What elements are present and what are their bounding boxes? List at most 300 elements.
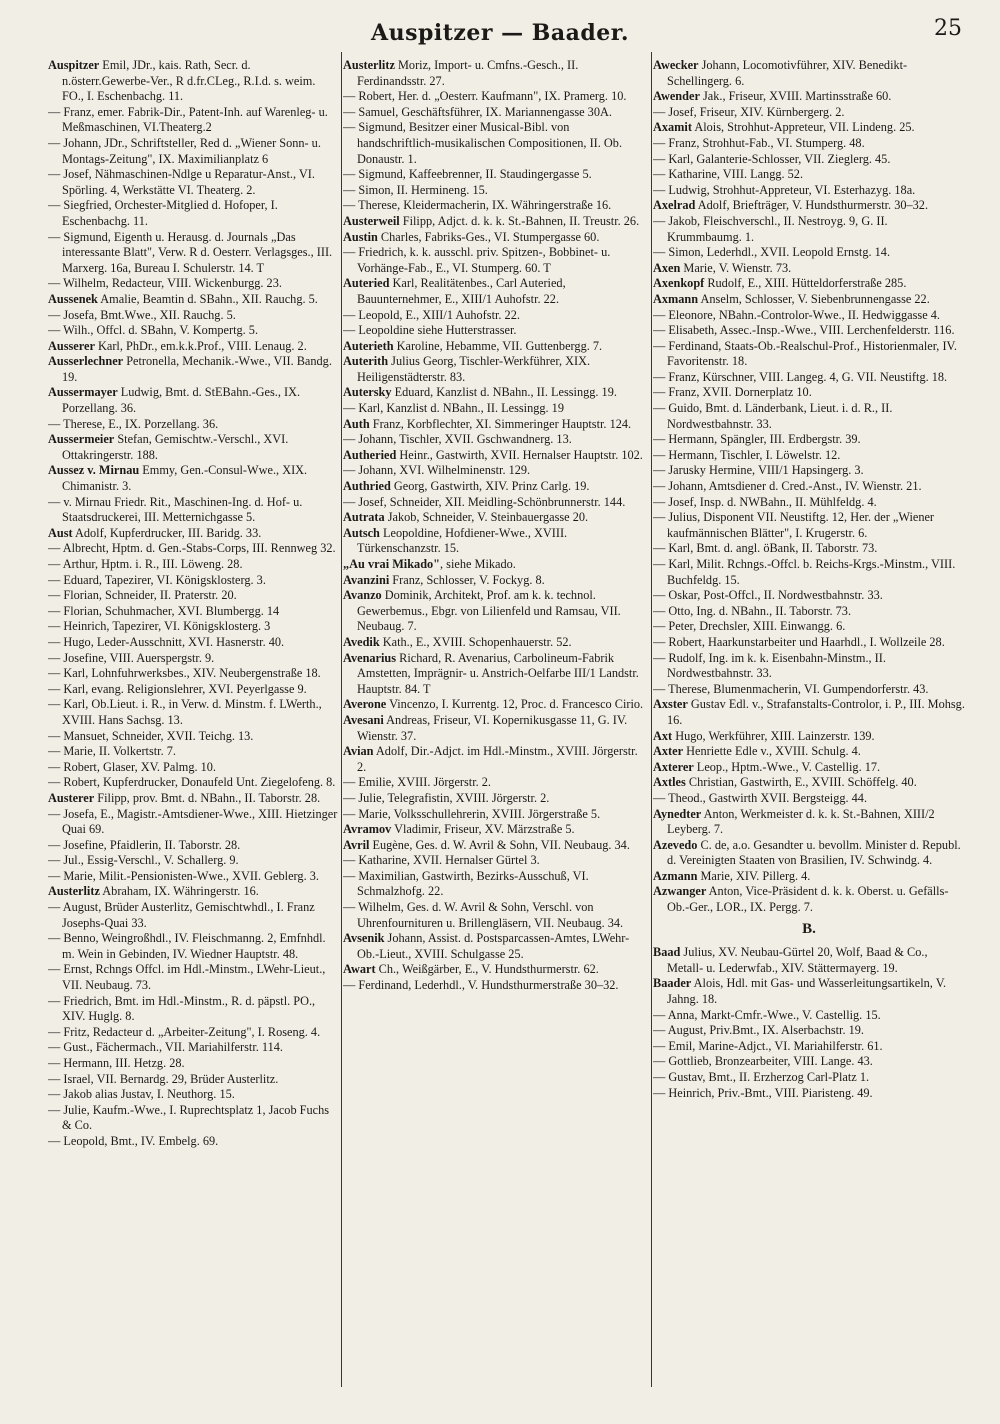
directory-entry bbox=[653, 1008, 965, 1024]
entry-details: — Johann, Tischler, XVII. Gschwandnerg. 13. bbox=[343, 432, 572, 447]
entry-surname: Awender bbox=[653, 89, 700, 104]
entry-details: — August, Brüder Austerlitz, Gemischtwhdl., I. Franz Josephs-Quai 33. bbox=[48, 900, 315, 930]
column-divider bbox=[651, 52, 652, 1387]
entry-details: — Franz, Strohhut-Fab., VI. Stumperg. 48. bbox=[653, 135, 865, 150]
entry-details: — Karl, Milit. Rchngs.-Offcl. b. Reichs-Krgs.-Minstm., VIII. Buchfeldg. 15. bbox=[653, 557, 956, 587]
entry-details: — Wilhelm, Ges. d. W. Avril & Sohn, Verschl. von Uhrenfournituren u. Brillengläsern, VII. Neubaug. 34. bbox=[343, 900, 624, 930]
directory-entry bbox=[343, 354, 649, 385]
directory-entry bbox=[653, 105, 965, 121]
directory-entry bbox=[653, 339, 965, 370]
directory-entry bbox=[653, 884, 965, 915]
directory-entry bbox=[48, 744, 340, 760]
entry-details: Eduard, Kanzlist d. NBahn., II. Lessingg. 19. bbox=[391, 385, 617, 400]
entry-details: Stefan, Gemischtw.-Verschl., XVI. Ottakringerstr. 188. bbox=[62, 432, 289, 462]
directory-entry bbox=[48, 230, 340, 277]
entry-surname: Axmann bbox=[653, 291, 699, 306]
entry-surname: Avramov bbox=[343, 822, 392, 837]
directory-entry bbox=[48, 292, 340, 308]
directory-entry bbox=[48, 58, 340, 105]
entry-details: Adolf, Dir.-Adjct. im Hdl.-Minstm., XVIII. Jörgerstr. 2. bbox=[357, 744, 638, 774]
directory-entry bbox=[343, 869, 649, 900]
directory-entry bbox=[48, 323, 340, 339]
entry-details: Franz, Schlosser, V. Fockyg. 8. bbox=[389, 572, 545, 587]
entry-details: — Albrecht, Hptm. d. Gen.-Stabs-Corps, III. Rennweg 32. bbox=[48, 541, 336, 556]
directory-entry bbox=[48, 432, 340, 463]
directory-entry bbox=[48, 1134, 340, 1150]
entry-details: Ch., Weißgärber, E., V. Hundsthurmerstr. 62. bbox=[375, 962, 599, 977]
entry-surname: Austerer bbox=[48, 790, 95, 805]
entry-surname: Austerlitz bbox=[343, 58, 395, 72]
directory-entry bbox=[653, 1023, 965, 1039]
entry-details: — Jul., Essig-Verschl., V. Schallerg. 9. bbox=[48, 853, 239, 868]
entry-surname: Autrata bbox=[343, 510, 385, 525]
entry-details: Emmy, Gen.-Consul-Wwe., XIX. Chimanistr. 3. bbox=[62, 463, 308, 494]
entry-details: — Oskar, Post-Offcl., II. Nordwestbahnstr. 33. bbox=[653, 588, 883, 603]
directory-entry bbox=[48, 541, 340, 557]
entry-details: — Wilhelm, Redacteur, VIII. Wickenburgg. 23. bbox=[48, 276, 282, 291]
entry-details: — Arthur, Hptm. i. R., III. Löweng. 28. bbox=[48, 557, 243, 571]
directory-entry bbox=[48, 136, 340, 167]
entry-surname: Auteried bbox=[343, 276, 390, 291]
entry-details: Amalie, Beamtin d. SBahn., XII. Rauchg. 5. bbox=[97, 291, 318, 306]
directory-entry bbox=[48, 869, 340, 885]
directory-entry bbox=[343, 245, 649, 276]
entry-surname: Autersky bbox=[343, 385, 392, 400]
directory-entry bbox=[48, 385, 340, 416]
entry-details: Rudolf, E., XIII. Hütteldorferstraße 285. bbox=[704, 276, 907, 291]
page-number: 25 bbox=[934, 16, 962, 41]
directory-entry bbox=[48, 604, 340, 620]
directory-entry bbox=[343, 744, 649, 775]
directory-entry bbox=[343, 385, 649, 401]
directory-entry bbox=[343, 651, 649, 698]
directory-entry bbox=[653, 198, 965, 214]
entry-details: — Hermann, III. Hetzg. 28. bbox=[48, 1056, 185, 1070]
entry-details: — Johann, Amtsdiener d. Cred.-Anst., IV. Wienstr. 21. bbox=[653, 479, 922, 494]
directory-entry bbox=[653, 1070, 965, 1086]
entry-details: — Otto, Ing. d. NBahn., II. Taborstr. 73. bbox=[653, 603, 852, 618]
entry-details: — Gust., Fächermach., VII. Mariahilferstr. 114. bbox=[48, 1040, 283, 1055]
directory-entry bbox=[48, 651, 340, 667]
directory-entry bbox=[653, 619, 965, 635]
entry-surname: Axen bbox=[653, 260, 681, 275]
entry-details: — Simon, Lederhdl., XVII. Leopold Ernstg. 14. bbox=[653, 245, 891, 260]
entry-details: Anselm, Schlosser, V. Siebenbrunnengasse 22. bbox=[698, 291, 930, 306]
directory-entry bbox=[653, 120, 965, 136]
entry-details: — Florian, Schneider, II. Praterstr. 20. bbox=[48, 588, 237, 603]
directory-entry bbox=[48, 463, 340, 494]
entry-details: — Karl, Kanzlist d. NBahn., II. Lessingg. 19 bbox=[343, 401, 564, 416]
entry-details: Abraham, IX. Währingerstr. 16. bbox=[99, 884, 259, 899]
directory-entry bbox=[653, 89, 965, 105]
directory-entry bbox=[653, 838, 965, 869]
entry-surname: Aust bbox=[48, 525, 73, 540]
entry-details: Jak., Friseur, XVIII. Martinsstraße 60. bbox=[699, 89, 892, 104]
directory-entry bbox=[343, 479, 649, 495]
directory-entry bbox=[343, 463, 649, 479]
entry-details: Johann, Locomotivführer, XIV. Benedikt-Schellingerg. 6. bbox=[667, 58, 908, 88]
directory-entry bbox=[48, 900, 340, 931]
entry-details: Karl, Realitätenbes., Carl Auteried, Bauunternehmer, E., XIII/1 Auhofstr. 22. bbox=[357, 276, 566, 306]
entry-details: — Josefa, E., Magistr.-Amtsdiener-Wwe., XIII. Hietzinger Quai 69. bbox=[48, 806, 338, 837]
directory-entry bbox=[653, 463, 965, 479]
directory-entry bbox=[653, 1086, 965, 1102]
directory-entry bbox=[653, 261, 965, 277]
entry-surname: Axtles bbox=[653, 775, 686, 790]
entry-details: — Friedrich, Bmt. im Hdl.-Minstm., R. d. päpstl. PO., XIV. Huglg. 8. bbox=[48, 993, 316, 1024]
entry-surname: Axt bbox=[653, 728, 673, 743]
entry-details: — Jarusky Hermine, VIII/1 Hapsingerg. 3. bbox=[653, 463, 864, 478]
entry-details: — Josefa, Bmt.Wwe., XII. Rauchg. 5. bbox=[48, 307, 236, 322]
directory-entry bbox=[653, 760, 965, 776]
entry-details: Petronella, Mechanik.-Wwe., VII. Bandg. 19. bbox=[62, 354, 332, 384]
entry-surname: Aynedter bbox=[653, 806, 702, 821]
entry-surname: Baader bbox=[653, 976, 692, 991]
entry-surname: Baad bbox=[653, 945, 681, 960]
entry-details: Emil, JDr., kais. Rath, Secr. d. n.österr.Gewerbe-Ver., R d.fr.CLeg., R.I.d. s. weim. FO., I. Eschenbachg. 11. bbox=[62, 58, 316, 104]
directory-entry bbox=[653, 495, 965, 511]
directory-entry bbox=[48, 1040, 340, 1056]
directory-entry bbox=[48, 884, 340, 900]
entry-details: — Franz, XVII. Dornerplatz 10. bbox=[653, 385, 812, 400]
entry-details: Alois, Hdl. mit Gas- und Wasserleitungsartikeln, V. Jahng. 18. bbox=[667, 976, 947, 1007]
entry-details: — Siegfried, Orchester-Mitglied d. Hofoper, I. Eschenbachg. 11. bbox=[48, 198, 278, 228]
entry-details: — Johann, JDr., Schriftsteller, Red d. „Wiener Sonn- u. Montags-Zeitung", IX. Maximilianplatz 6 bbox=[48, 135, 321, 166]
entry-details: Christian, Gastwirth, E., XVIII. Schöffelg. 40. bbox=[685, 775, 917, 790]
directory-entry bbox=[48, 167, 340, 198]
directory-entry bbox=[343, 58, 649, 89]
entry-details: Vincenzo, I. Kurrentg. 12, Proc. d. Francesco Cirio. bbox=[386, 697, 644, 712]
running-head: Auspitzer — Baader. bbox=[371, 20, 629, 46]
directory-entry bbox=[343, 962, 649, 978]
directory-entry bbox=[653, 479, 965, 495]
entry-details: — Ferdinand, Staats-Ob.-Realschul-Prof., Historienmaler, IV. Favoritenstr. 18. bbox=[653, 338, 957, 369]
entry-details: — Samuel, Geschäftsführer, IX. Mariannengasse 30A. bbox=[343, 104, 612, 119]
entry-details: — Marie, Milit.-Pensionisten-Wwe., XVII. Geblerg. 3. bbox=[48, 868, 319, 883]
directory-entry bbox=[343, 448, 649, 464]
directory-entry bbox=[343, 89, 649, 105]
directory-entry bbox=[48, 1087, 340, 1103]
directory-entry bbox=[48, 308, 340, 324]
entry-surname: Axamit bbox=[653, 120, 692, 135]
entry-surname: „Au vrai Mikado" bbox=[343, 557, 441, 571]
directory-entry bbox=[343, 308, 649, 324]
entry-details: — Katharine, VIII. Langg. 52. bbox=[653, 167, 804, 182]
entry-details: — Karl, evang. Religionslehrer, XVI. Peyerlgasse 9. bbox=[48, 681, 307, 696]
column-1 bbox=[48, 58, 340, 1388]
directory-entry bbox=[653, 635, 965, 651]
entry-details: — Peter, Drechsler, XIII. Einwangg. 6. bbox=[653, 619, 846, 634]
directory-entry bbox=[48, 526, 340, 542]
entry-details: — Gottlieb, Bronzearbeiter, VIII. Lange. 43. bbox=[653, 1054, 873, 1069]
entry-surname: Awecker bbox=[653, 58, 699, 72]
entry-surname: Avsenik bbox=[343, 931, 385, 946]
directory-entry bbox=[653, 807, 965, 838]
directory-entry bbox=[48, 417, 340, 433]
entry-details: — Ernst, Rchngs Offcl. im Hdl.-Minstm., LWehr-Lieut., VII. Neubaug. 73. bbox=[48, 962, 326, 993]
directory-entry bbox=[343, 791, 649, 807]
entry-details: — Guido, Bmt. d. Länderbank, Lieut. i. d. R., II. Nordwestbahnstr. 33. bbox=[653, 401, 893, 431]
entry-details: — Julie, Telegrafistin, XVIII. Jörgerstr. 2. bbox=[343, 790, 550, 805]
directory-entry bbox=[653, 651, 965, 682]
directory-entry bbox=[653, 604, 965, 620]
entry-details: — Therese, Blumenmacherin, VI. Gumpendorferstr. 43. bbox=[653, 681, 929, 696]
entry-details: Andreas, Friseur, VI. Kopernikusgasse 11, G. IV. Wienstr. 37. bbox=[357, 712, 628, 743]
directory-entry bbox=[343, 900, 649, 931]
directory-entry bbox=[343, 339, 649, 355]
entry-details: — Robert, Her. d. „Oesterr. Kaufmann", IX. Pramerg. 10. bbox=[343, 89, 627, 104]
entry-surname: Ausserer bbox=[48, 338, 95, 353]
directory-entry bbox=[343, 573, 649, 589]
directory-entry bbox=[653, 744, 965, 760]
directory-entry bbox=[653, 183, 965, 199]
directory-entry bbox=[48, 760, 340, 776]
directory-entry bbox=[343, 635, 649, 651]
entry-surname: Avanzo bbox=[343, 588, 382, 603]
entry-details: — August, Priv.Bmt., IX. Alserbachstr. 19. bbox=[653, 1023, 864, 1038]
entry-details: Charles, Fabriks-Ges., VI. Stumpergasse 60. bbox=[377, 229, 600, 244]
entry-details: — Theod., Gastwirth XVII. Bergsteigg. 44. bbox=[653, 790, 868, 805]
entry-details: Richard, R. Avenarius, Carbolineum-Fabrik Amstetten, Imprägnir- u. Anstrich-Oelfarbe III/1 Landstr. Hauptstr. 84. T bbox=[357, 650, 639, 696]
directory-entry bbox=[48, 495, 340, 526]
directory-entry bbox=[653, 292, 965, 308]
entry-surname: Aussenek bbox=[48, 291, 98, 306]
entry-details: Anton, Vice-Präsident d. k. k. Oberst. u. Gefälls-Ob.-Ger., LOR., IX. Pergg. 7. bbox=[667, 884, 949, 915]
directory-entry bbox=[343, 822, 649, 838]
directory-entry bbox=[653, 432, 965, 448]
directory-entry bbox=[653, 588, 965, 604]
entry-details: Gustav Edl. v., Strafanstalts-Controlor, i. P., III. Mohsg. 16. bbox=[667, 697, 965, 727]
directory-entry bbox=[343, 401, 649, 417]
entry-details: — Julius, Disponent VII. Neustiftg. 12, Her. der „Wiener kaufmännischen Blätter", I. Krugerstr. 6. bbox=[653, 510, 935, 540]
directory-entry bbox=[48, 682, 340, 698]
entry-surname: Axelrad bbox=[653, 198, 696, 213]
entry-surname: Aussermayer bbox=[48, 385, 118, 400]
entry-details: — Benno, Weingroßhdl., IV. Fleischmanng. 2, Emfnhdl. m. Wein in Gebinden, IV. Wiedner Hauptstr. 48. bbox=[48, 931, 326, 961]
entry-details: Adolf, Briefträger, V. Hundsthurmerstr. 30–32. bbox=[695, 198, 929, 213]
directory-entry bbox=[48, 807, 340, 838]
directory-entry bbox=[48, 1072, 340, 1088]
directory-entry bbox=[343, 697, 649, 713]
entry-surname: Axenkopf bbox=[653, 276, 705, 291]
entry-surname: Axster bbox=[653, 697, 688, 712]
entry-surname: Avian bbox=[343, 744, 374, 759]
directory-entry bbox=[653, 58, 965, 89]
entry-details: — Josef, Schneider, XII. Meidling-Schönbrunnerstr. 144. bbox=[343, 494, 626, 509]
directory-entry bbox=[343, 214, 649, 230]
entry-surname: Avenarius bbox=[343, 650, 397, 665]
entry-details: Adolf, Kupferdrucker, III. Baridg. 33. bbox=[72, 525, 262, 540]
directory-entry bbox=[653, 448, 965, 464]
directory-entry bbox=[48, 838, 340, 854]
directory-entry bbox=[653, 541, 965, 557]
entry-details: — Katharine, XVII. Hernalser Gürtel 3. bbox=[343, 853, 540, 868]
entry-details: — Eduard, Tapezirer, VI. Königsklosterg. 3. bbox=[48, 572, 266, 587]
entry-details: Julius, XV. Neubau-Gürtel 20, Wolf, Baad & Co., Metall- u. Lederwfab., XIV. Stättermayerg. 19. bbox=[667, 945, 928, 975]
entry-details: — Ludwig, Strohhut-Appreteur, VI. Esterhazyg. 18a. bbox=[653, 182, 916, 197]
entry-surname: Austerlitz bbox=[48, 884, 100, 899]
entry-surname: Auspitzer bbox=[48, 58, 100, 72]
entry-details: — Franz, emer. Fabrik-Dir., Patent-Inh. auf Warenleg- u. Meßmaschinen, VI.Theaterg.2 bbox=[48, 104, 328, 135]
entry-details: — Hermann, Tischler, I. Löwelstr. 12. bbox=[653, 447, 841, 462]
directory-entry bbox=[653, 510, 965, 541]
entry-details: — Josef, Insp. d. NWBahn., II. Mühlfeldg. 4. bbox=[653, 494, 877, 509]
entry-details: Henriette Edle v., XVIII. Schulg. 4. bbox=[683, 744, 861, 759]
entry-surname: Austin bbox=[343, 229, 378, 244]
entry-details: — Therese, Kleidermacherin, IX. Währingerstraße 16. bbox=[343, 198, 612, 213]
entry-details: — Hugo, Leder-Ausschnitt, XVI. Hasnerstr. 40. bbox=[48, 634, 285, 649]
entry-details: Karoline, Hebamme, VII. Guttenbergg. 7. bbox=[393, 338, 603, 353]
entry-details: Leop., Hptm.-Wwe., V. Castellig. 17. bbox=[693, 759, 881, 774]
directory-entry bbox=[343, 323, 649, 339]
directory-entry bbox=[48, 339, 340, 355]
entry-surname: Auterith bbox=[343, 354, 389, 369]
entry-details: Georg, Gastwirth, XIV. Prinz Carlg. 19. bbox=[390, 479, 590, 494]
entry-details: — Karl, Ob.Lieut. i. R., in Verw. d. Minstm. f. LWerth., XVIII. Hans Sachsg. 13. bbox=[48, 697, 322, 727]
entry-details: Franz, Korbflechter, XI. Simmeringer Hauptstr. 124. bbox=[369, 416, 632, 431]
entry-details: — Franz, Kürschner, VIII. Langeg. 4, G. VII. Neustiftg. 18. bbox=[653, 369, 948, 384]
entry-details: — Sigmund, Besitzer einer Musical-Bibl. von handschriftlich-musikalischen Compositionen, II. Ob. Donaustr. 1. bbox=[343, 120, 623, 166]
entry-surname: Azwanger bbox=[653, 884, 707, 899]
entry-details: — Leopold, E., XIII/1 Auhofstr. 22. bbox=[343, 307, 520, 322]
entry-details: — Julie, Kaufm.-Wwe., I. Ruprechtsplatz 1, Jacob Fuchs & Co. bbox=[48, 1102, 330, 1133]
entry-details: Vladimir, Friseur, XV. Märzstraße 5. bbox=[391, 822, 575, 837]
entry-surname: Avril bbox=[343, 837, 370, 852]
directory-entry bbox=[48, 105, 340, 136]
entry-details: — Josef, Friseur, XIV. Kürnbergerg. 2. bbox=[653, 104, 845, 119]
directory-entry bbox=[48, 276, 340, 292]
entry-surname: Austerweil bbox=[343, 213, 400, 228]
entry-details: Filipp, Adjct. d. k. k. St.-Bahnen, II. Treustr. 26. bbox=[399, 213, 640, 228]
column-3 bbox=[653, 58, 965, 1388]
directory-entry bbox=[48, 962, 340, 993]
directory-entry bbox=[653, 308, 965, 324]
entry-surname: Avesani bbox=[343, 712, 384, 727]
directory-entry bbox=[343, 120, 649, 167]
entry-details: Jakob, Schneider, V. Steinbauergasse 20. bbox=[384, 510, 589, 525]
directory-entry bbox=[653, 976, 965, 1007]
directory-entry bbox=[343, 713, 649, 744]
entry-details: — Ferdinand, Lederhdl., V. Hundsthurmerstraße 30–32. bbox=[343, 978, 619, 993]
directory-entry bbox=[48, 729, 340, 745]
entry-details: Heinr., Gastwirth, XVII. Hernalser Hauptstr. 102. bbox=[396, 447, 643, 462]
entry-details: — Heinrich, Tapezirer, VI. Königsklosterg. 3 bbox=[48, 619, 271, 634]
directory-entry bbox=[48, 619, 340, 635]
entry-details: C. de, a.o. Gesandter u. bevollm. Minister d. Republ. d. Vereinigten Staaten von Brasilien, IV. Schwindg. 4. bbox=[667, 837, 961, 868]
directory-entry bbox=[48, 1025, 340, 1041]
directory-entry bbox=[48, 1103, 340, 1134]
entry-details: Moriz, Import- u. Cmfns.-Gesch., II. Ferdinandsstr. 27. bbox=[357, 58, 579, 88]
entry-details: — Josefine, VIII. Auerspergstr. 9. bbox=[48, 650, 215, 665]
entry-surname: Azevedo bbox=[653, 837, 698, 852]
entry-surname: Ausserlechner bbox=[48, 354, 124, 369]
directory-entry bbox=[653, 791, 965, 807]
entry-details: — Emil, Marine-Adjct., VI. Mariahilferstr. 61. bbox=[653, 1038, 883, 1053]
entry-details: — Robert, Glaser, XV. Palmg. 10. bbox=[48, 759, 217, 774]
entry-details: — Fritz, Redacteur d. „Arbeiter-Zeitung", I. Roseng. 4. bbox=[48, 1024, 321, 1039]
entry-details: — Emilie, XVIII. Jörgerstr. 2. bbox=[343, 775, 491, 790]
entry-details: — Josef, Nähmaschinen-Ndlge u Reparatur-Anst., VI. Spörling. 4, Werkstätte VI. Theaterg. 2. bbox=[48, 167, 315, 197]
entry-surname: Auth bbox=[343, 416, 370, 431]
directory-entry bbox=[343, 557, 649, 573]
directory-entry bbox=[48, 994, 340, 1025]
page-header bbox=[0, 14, 1000, 54]
entry-surname: Averone bbox=[343, 697, 387, 712]
directory-entry bbox=[653, 167, 965, 183]
entry-details: Karl, PhDr., em.k.k.Prof., VIII. Lenaug. 2. bbox=[94, 338, 307, 353]
entry-surname: Auterieth bbox=[343, 338, 394, 353]
directory-entry bbox=[343, 510, 649, 526]
directory-entry bbox=[343, 588, 649, 635]
entry-details: Alois, Strohhut-Appreteur, VII. Lindeng. 25. bbox=[691, 120, 915, 135]
directory-entry bbox=[343, 526, 649, 557]
entry-details: — Karl, Lohnfuhrwerksbes., XIV. Neubergenstraße 18. bbox=[48, 666, 321, 681]
directory-entry bbox=[343, 931, 649, 962]
entry-details: — Robert, Kupferdrucker, Donaufeld Unt. Ziegelofeng. 8. bbox=[48, 775, 336, 790]
entry-surname: Aussermeier bbox=[48, 432, 115, 447]
directory-entry bbox=[343, 495, 649, 511]
entry-details: — Simon, II. Hermineng. 15. bbox=[343, 182, 488, 197]
entry-details: — Johann, XVI. Wilhelminenstr. 129. bbox=[343, 463, 531, 478]
directory-entry bbox=[653, 1039, 965, 1055]
entry-surname: Azmann bbox=[653, 868, 698, 883]
entry-details: Anton, Werkmeister d. k. k. St.-Bahnen, XIII/2 Leyberg. 7. bbox=[667, 806, 935, 837]
entry-details: Kath., E., XVIII. Schopenhauerstr. 52. bbox=[379, 634, 572, 649]
directory-entry bbox=[48, 666, 340, 682]
entry-details: Dominik, Architekt, Prof. am k. k. technol. Gewerbemus., Ebgr. von Lilienfeld und Ramsau, VII. Neubaug. 7. bbox=[357, 588, 621, 634]
directory-entry bbox=[343, 183, 649, 199]
entry-details: — Hermann, Spängler, III. Erdbergstr. 39. bbox=[653, 432, 861, 447]
directory-entry bbox=[343, 417, 649, 433]
entry-details: Marie, V. Wienstr. 73. bbox=[680, 260, 792, 275]
directory-entry bbox=[653, 385, 965, 401]
directory-entry bbox=[48, 931, 340, 962]
entry-details: — Eleonore, NBahn.-Controlor-Wwe., II. Hedwiggasse 4. bbox=[653, 307, 940, 322]
entry-surname: Avedik bbox=[343, 634, 380, 649]
directory-entry bbox=[48, 697, 340, 728]
directory-entry bbox=[48, 853, 340, 869]
entry-details: — Israel, VII. Bernardg. 29, Brüder Austerlitz. bbox=[48, 1071, 279, 1086]
entry-surname: Aussez v. Mirnau bbox=[48, 463, 140, 478]
entry-details: — Jakob, Fleischverschl., II. Nestroyg. 9, G. II. Krummbaumg. 1. bbox=[653, 213, 888, 244]
directory-entry bbox=[653, 775, 965, 791]
entry-details: — Mansuet, Schneider, XVII. Teichg. 13. bbox=[48, 728, 254, 743]
entry-details: Marie, XIV. Pillerg. 4. bbox=[697, 868, 811, 883]
entry-details: Johann, Assist. d. Postsparcassen-Amtes, LWehr-Ob.-Lieut., XVIII. Schulgasse 25. bbox=[357, 931, 630, 961]
directory-entry bbox=[343, 167, 649, 183]
directory-entry bbox=[653, 136, 965, 152]
directory-entry bbox=[48, 198, 340, 229]
directory-entry bbox=[653, 729, 965, 745]
entry-details: — Florian, Schuhmacher, XVI. Blumbergg. 14 bbox=[48, 603, 280, 618]
entry-details: — Leopoldine siehe Hutterstrasser. bbox=[343, 323, 517, 338]
directory-entry bbox=[343, 432, 649, 448]
column-divider bbox=[341, 52, 342, 1387]
directory-entry bbox=[653, 945, 965, 976]
entry-details: — Rudolf, Ing. im k. k. Eisenbahn-Minstm., II. Nordwestbahnstr. 33. bbox=[653, 650, 886, 681]
entry-details: — Gustav, Bmt., II. Erzherzog Carl-Platz 1. bbox=[653, 1070, 870, 1084]
entry-details: — Friedrich, k. k. ausschl. priv. Spitzen-, Bobbinet- u. Vorhänge-Fab., E., VI. Stumperg. 60. T bbox=[343, 245, 611, 275]
directory-entry bbox=[653, 682, 965, 698]
directory-entry bbox=[343, 807, 649, 823]
entry-surname: Axterer bbox=[653, 759, 694, 774]
directory-entry bbox=[653, 245, 965, 261]
section-heading: B. bbox=[802, 920, 816, 937]
directory-entry bbox=[48, 588, 340, 604]
entry-details: — Maximilian, Gastwirth, Bezirks-Ausschuß, VI. Schmalzhofg. 22. bbox=[343, 868, 589, 899]
directory-entry bbox=[343, 198, 649, 214]
directory-entry bbox=[48, 557, 340, 573]
